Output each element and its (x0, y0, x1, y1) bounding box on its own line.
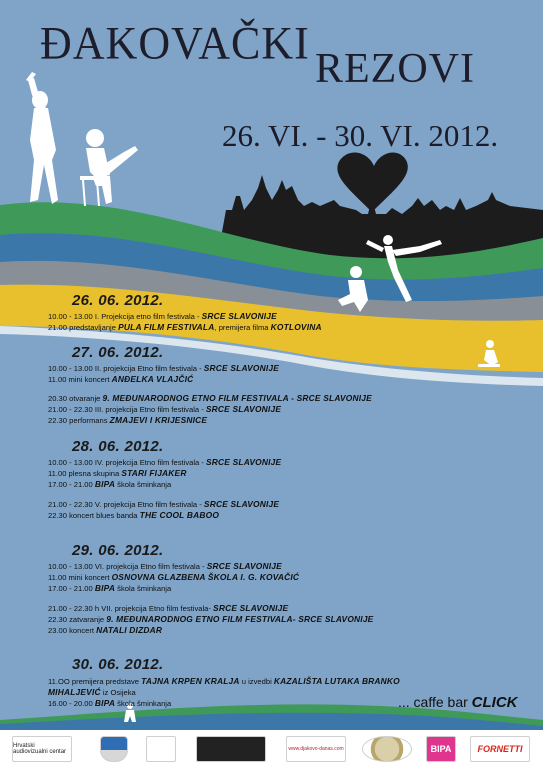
event-highlight: SRCE SLAVONIJE (201, 311, 277, 321)
schedule-event (48, 363, 279, 373)
schedule-event (48, 499, 279, 509)
event-highlight: BIPA (94, 479, 116, 489)
event-highlight: BIPA (94, 583, 116, 593)
festival-dates: 26. VI. - 30. VI. 2012. (222, 118, 499, 153)
event-highlight: BIPA (94, 698, 116, 708)
event-text: škola šminkanja (115, 584, 172, 593)
sponsor-film-logo (196, 736, 266, 762)
event-highlight: TAJNA KRPEN KRALJA (141, 676, 240, 686)
title-line-1: ĐAKOVAČKI (40, 17, 310, 70)
sponsor-ministarstvo (146, 736, 176, 762)
event-highlight: KAZALIŠTA LUTAKA BRANKO (273, 676, 400, 686)
schedule-event (48, 457, 281, 467)
event-text: 17.00 - 21.00 (48, 480, 95, 489)
event-highlight: NATALI DIZDAR (96, 625, 163, 635)
schedule-event (48, 625, 162, 635)
event-highlight: SRCE SLAVONIJE (205, 404, 282, 414)
schedule-event (48, 676, 400, 686)
event-text: 11.OO premijera predstave (48, 677, 142, 686)
event-text: 20.30 otvaranje (48, 394, 103, 403)
event-text: u izvedbi (239, 677, 274, 686)
schedule-date: 27. 06. 2012. (72, 344, 164, 361)
event-highlight: SRCE SLAVONIJE (206, 561, 282, 571)
schedule-date: 26. 06. 2012. (72, 292, 164, 309)
event-highlight: OSNOVNA GLAZBENA ŠKOLA I. G. KOVAČIĆ (111, 572, 300, 582)
event-text: 23.00 koncert (48, 626, 97, 635)
schedule-event (48, 510, 219, 520)
schedule-event (48, 561, 282, 571)
sponsor-fornetti: FORNETTI (470, 736, 530, 762)
event-text: 22.30 zatvaranje (48, 615, 107, 624)
event-highlight: SRCE SLAVONIJE (213, 603, 289, 613)
event-text: 10.00 - 13.00 IV. projekcija Etno film festivala - (48, 458, 207, 467)
event-highlight: PULA FILM FESTIVALA (118, 322, 215, 332)
guitarist-figure (80, 129, 138, 206)
schedule-event (48, 468, 187, 478)
title-line-2: REZOVI (315, 46, 475, 92)
sponsor-bipa: BIPA (426, 736, 456, 762)
event-text: 17.00 - 21.00 (48, 584, 95, 593)
caffe-bar-text: ... caffe bar (398, 694, 472, 710)
event-highlight: KOTLOVINA (270, 322, 322, 332)
event-text: 11.00 mini koncert (48, 375, 112, 384)
event-highlight: 9. MEĐUNARODNOG ETNO FILM FESTIVALA - SRCE SLAVONIJE (102, 393, 372, 403)
sponsor-circle-logo (362, 736, 412, 762)
event-highlight: ANĐELKA VLAJČIĆ (111, 374, 194, 384)
event-text: 11.00 mini koncert (48, 573, 112, 582)
sponsor-hrvatski-audiovizualni-centar: Hrvatski audiovizualni centar (12, 736, 72, 762)
event-text: 10.00 - 13.00 II. projekcija Etno film festivala - (48, 364, 204, 373)
schedule-date: 28. 06. 2012. (72, 438, 164, 455)
schedule-event (48, 374, 193, 384)
event-text: 21.00 - 22.30 h VII. projekcija Etno film festivala- (48, 604, 214, 613)
event-text: 21.00 predstavljanje (48, 323, 119, 332)
event-highlight: STARI FIJAKER (121, 468, 187, 478)
schedule-date: 29. 06. 2012. (72, 542, 164, 559)
sponsor-grb-djakovo (100, 736, 128, 762)
caffe-bar-note (398, 694, 518, 711)
schedule-event (48, 311, 277, 321)
event-text: 10.00 - 13.00 VI. projekcija Etno film festivala - (48, 562, 207, 571)
event-highlight: 9. MEĐUNARODNOG ETNO FILM FESTIVALA- SRCE SLAVONIJE (106, 614, 374, 624)
heart-shape (337, 152, 407, 212)
schedule-event (48, 572, 299, 582)
event-highlight: SRCE SLAVONIJE (203, 499, 280, 509)
schedule-date: 30. 06. 2012. (72, 656, 164, 673)
sponsor-footer (0, 730, 543, 768)
schedule-event (48, 603, 288, 613)
caffe-bar-name: CLICK (471, 694, 518, 711)
event-highlight: THE COOL BABOO (139, 510, 220, 520)
event-text: 21.00 - 22.30 V. projekcija Etno film festivala - (48, 500, 204, 509)
event-text: 22.30 koncert blues banda (48, 511, 140, 520)
trumpet-player-figure (26, 72, 58, 204)
event-highlight: ZMAJEVI I KRIJESNICE (109, 415, 208, 425)
event-text: škola šminkanja (115, 480, 172, 489)
event-text: škola šminkanja (115, 699, 172, 708)
schedule-event (48, 322, 322, 332)
event-text: 11.00 plesna skupina (48, 469, 122, 478)
schedule-event (48, 583, 171, 593)
event-text: 10.00 - 13.00 I. Projekcija etno film festivala - (48, 312, 202, 321)
event-highlight: SRCE SLAVONIJE (203, 363, 279, 373)
event-text: 16.00 - 20.00 (48, 699, 95, 708)
event-text: , premijera filma (214, 323, 271, 332)
event-text: iz Osijeka (100, 688, 136, 697)
schedule-event (48, 415, 207, 425)
schedule-event (48, 393, 372, 403)
schedule-event (48, 614, 373, 624)
schedule-event (48, 479, 171, 489)
event-text: 21.00 - 22.30 III. projekcija Etno film festivala - (48, 405, 206, 414)
sponsor-djakovo-danas: www.djakovo-danas.com (286, 736, 346, 762)
event-highlight: SRCE SLAVONIJE (206, 457, 282, 467)
schedule-event (48, 687, 136, 697)
event-text: 22.30 performans (48, 416, 110, 425)
event-highlight: MIHALJEVIĆ (48, 687, 101, 697)
schedule-event (48, 404, 281, 414)
schedule-event (48, 698, 171, 708)
